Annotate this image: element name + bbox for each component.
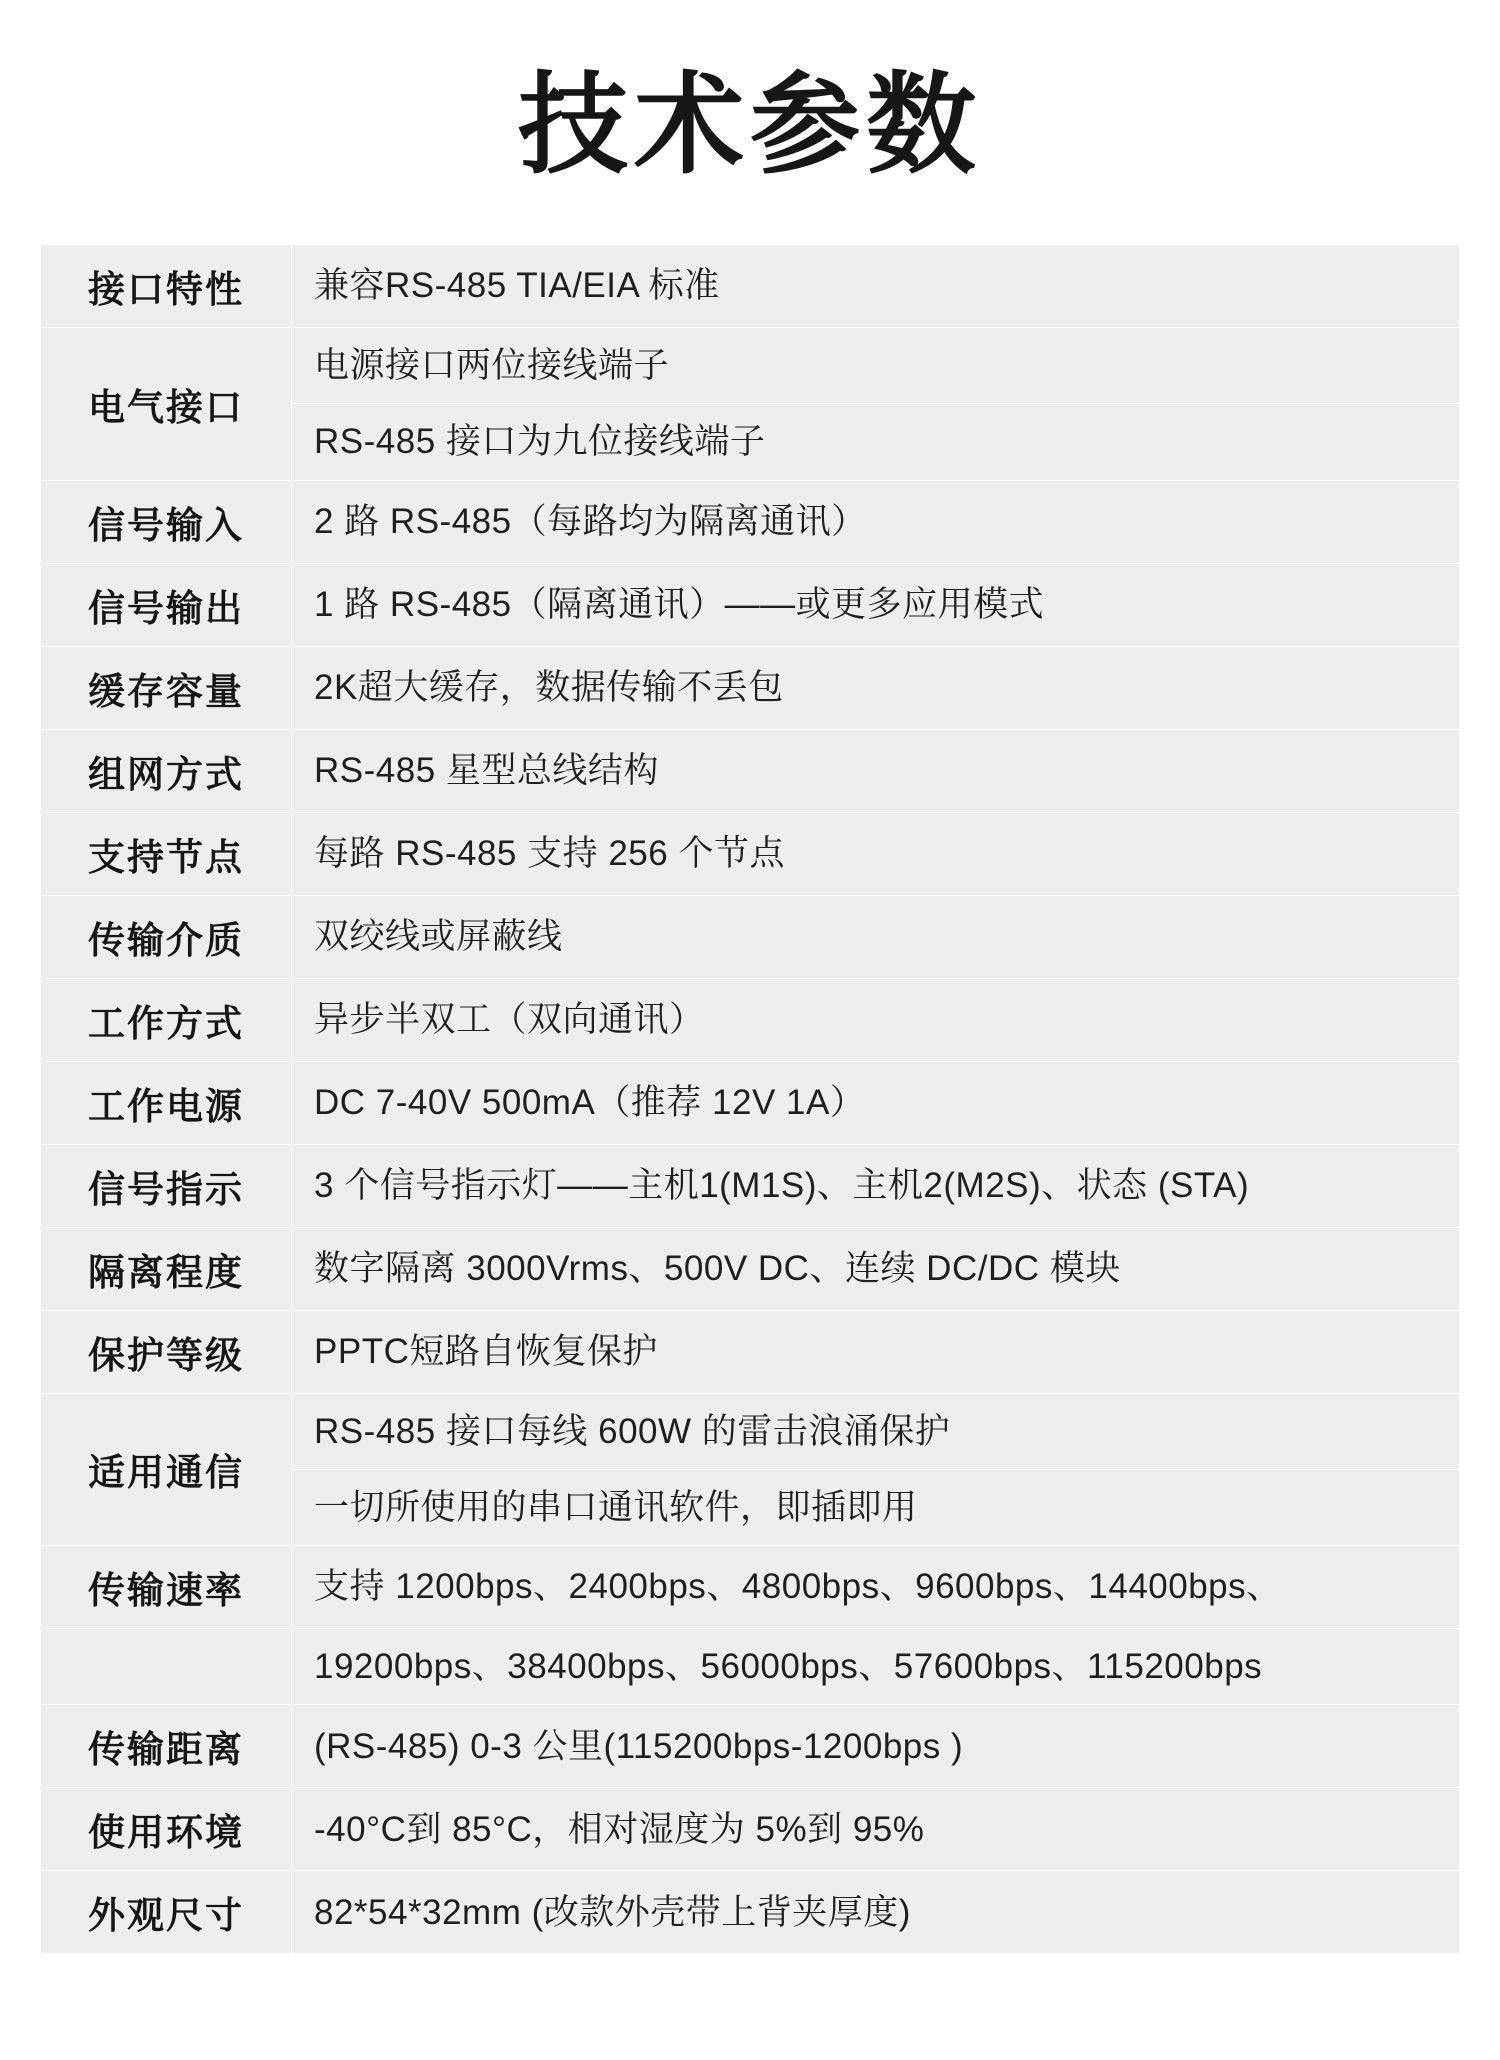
spec-value: 19200bps、38400bps、56000bps、57600bps、115200bps <box>292 1629 1460 1705</box>
spec-label: 使用环境 <box>41 1788 292 1871</box>
spec-value: RS-485 接口每线 600W 的雷击浪涌保护 <box>292 1393 1460 1469</box>
spec-label-empty <box>41 1629 292 1705</box>
spec-sheet-page <box>0 60 1500 1954</box>
table-row <box>41 1144 1460 1227</box>
spec-value: DC 7-40V 500mA（推荐 12V 1A） <box>292 1061 1460 1144</box>
spec-value: -40°C到 85°C，相对湿度为 5%到 95% <box>292 1788 1460 1871</box>
spec-value: PPTC短路自恢复保护 <box>292 1310 1460 1393</box>
table-row <box>41 1629 1460 1705</box>
spec-label: 传输介质 <box>41 895 292 978</box>
table-row <box>41 895 1460 978</box>
spec-value: 每路 RS-485 支持 256 个节点 <box>292 812 1460 895</box>
spec-value: 数字隔离 3000Vrms、500V DC、连续 DC/DC 模块 <box>292 1227 1460 1310</box>
spec-label: 外观尺寸 <box>41 1871 292 1954</box>
table-row <box>41 978 1460 1061</box>
table-row <box>41 646 1460 729</box>
spec-value: 支持 1200bps、2400bps、4800bps、9600bps、14400bps、 <box>292 1546 1460 1629</box>
table-row <box>41 1871 1460 1954</box>
spec-value: 电源接口两位接线端子 <box>292 328 1460 404</box>
page-title: 技术参数 <box>518 64 982 187</box>
spec-label: 传输速率 <box>41 1546 292 1629</box>
spec-value: 一切所使用的串口通讯软件，即插即用 <box>292 1469 1460 1545</box>
spec-label: 缓存容量 <box>41 646 292 729</box>
spec-label: 工作电源 <box>41 1061 292 1144</box>
table-row <box>41 729 1460 812</box>
table-row <box>41 563 1460 646</box>
spec-value: 2 路 RS-485（每路均为隔离通讯） <box>292 480 1460 563</box>
spec-label: 传输距离 <box>41 1705 292 1788</box>
spec-value: 异步半双工（双向通讯） <box>292 978 1460 1061</box>
table-row <box>41 245 1460 328</box>
table-row <box>41 1393 1460 1469</box>
spec-label: 信号输出 <box>41 563 292 646</box>
spec-value: 2K超大缓存，数据传输不丢包 <box>292 646 1460 729</box>
table-row <box>41 1788 1460 1871</box>
spec-value: 3 个信号指示灯——主机1(M1S)、主机2(M2S)、状态 (STA) <box>292 1144 1460 1227</box>
table-row <box>41 1227 1460 1310</box>
spec-label: 接口特性 <box>41 245 292 328</box>
table-row <box>41 328 1460 404</box>
spec-value: 双绞线或屏蔽线 <box>292 895 1460 978</box>
table-row <box>41 1061 1460 1144</box>
spec-label: 保护等级 <box>41 1310 292 1393</box>
spec-label: 组网方式 <box>41 729 292 812</box>
spec-label: 电气接口 <box>41 328 292 481</box>
table-row <box>41 1310 1460 1393</box>
spec-value: 82*54*32mm (改款外壳带上背夹厚度) <box>292 1871 1460 1954</box>
table-row <box>41 812 1460 895</box>
spec-label: 信号指示 <box>41 1144 292 1227</box>
spec-label: 支持节点 <box>41 812 292 895</box>
spec-value: RS-485 星型总线结构 <box>292 729 1460 812</box>
technical-specification-table <box>40 244 1460 1954</box>
table-row <box>41 1705 1460 1788</box>
spec-label: 工作方式 <box>41 978 292 1061</box>
spec-value: 兼容RS-485 TIA/EIA 标准 <box>292 245 1460 328</box>
spec-label: 信号输入 <box>41 480 292 563</box>
spec-value: RS-485 接口为九位接线端子 <box>292 404 1460 480</box>
spec-label: 适用通信 <box>41 1393 292 1546</box>
table-row <box>41 480 1460 563</box>
spec-label: 隔离程度 <box>41 1227 292 1310</box>
spec-value: (RS-485) 0-3 公里(115200bps-1200bps ) <box>292 1705 1460 1788</box>
table-row <box>41 1546 1460 1629</box>
spec-value: 1 路 RS-485（隔离通讯）——或更多应用模式 <box>292 563 1460 646</box>
